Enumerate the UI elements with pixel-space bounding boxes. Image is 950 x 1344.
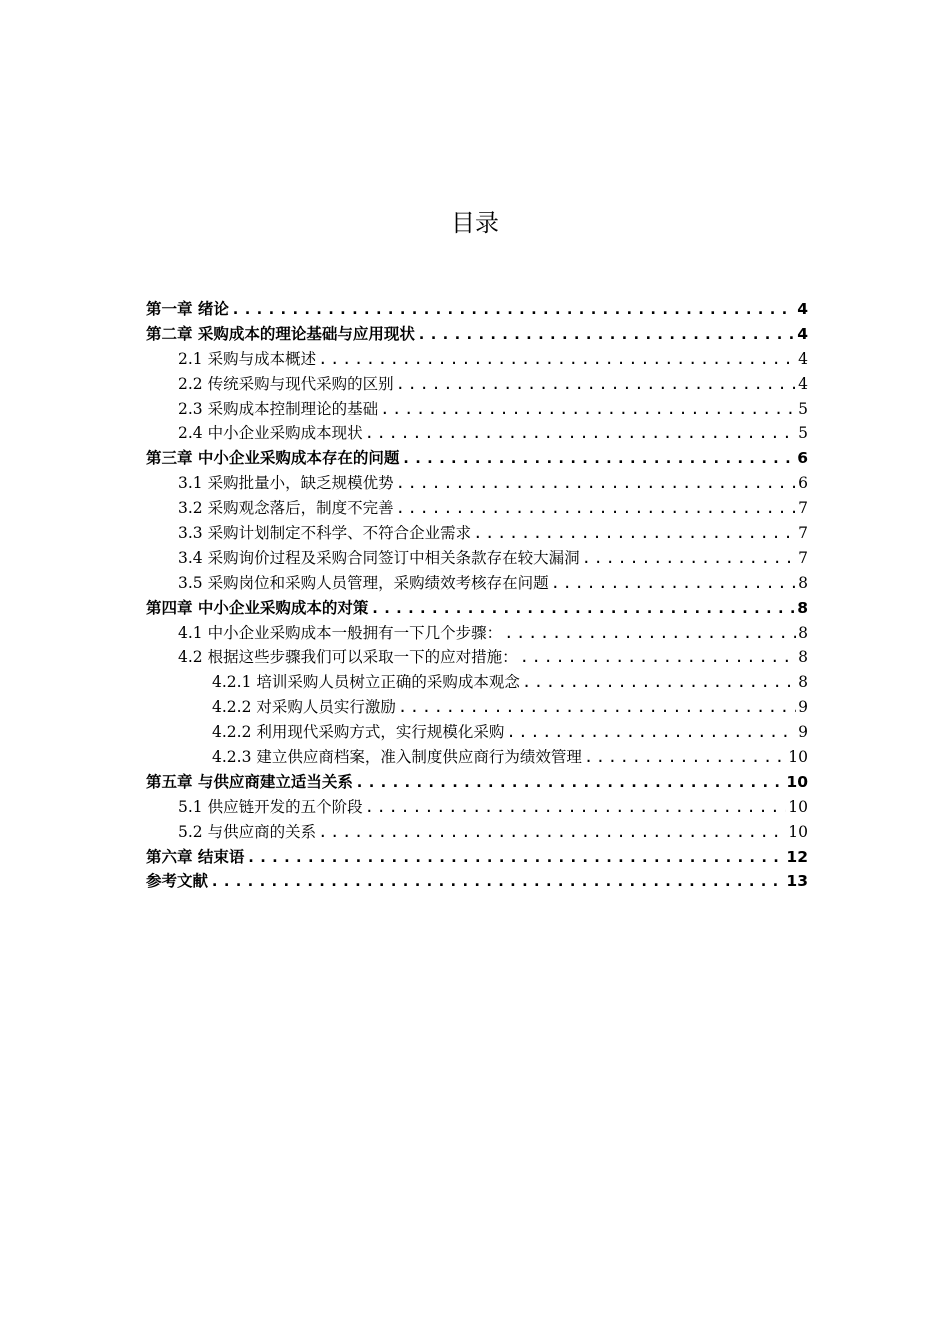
- toc-entry[interactable]: [146, 645, 808, 670]
- toc-leader-dots: [504, 621, 796, 646]
- toc-entry-text: 3.4 采购询价过程及采购合同签订中相关条款存在较大漏洞: [178, 548, 580, 567]
- toc-leader-dots: [365, 421, 797, 446]
- toc-entry[interactable]: [146, 471, 808, 496]
- toc-entry[interactable]: [146, 720, 808, 745]
- toc-entry[interactable]: [146, 869, 808, 894]
- toc-entry-text: 4.2 根据这些步骤我们可以采取一下的应对措施：: [178, 648, 518, 667]
- toc-entry[interactable]: [146, 496, 808, 521]
- toc-page-number: 10: [788, 748, 808, 767]
- toc-entry[interactable]: [146, 845, 808, 870]
- toc-page-number: 9: [798, 698, 808, 717]
- toc-entry[interactable]: [146, 820, 808, 845]
- toc-entry-text: 第三章 中小企业采购成本存在的问题: [146, 449, 400, 468]
- toc-entry-text: 4.1 中小企业采购成本一般拥有一下几个步骤：: [178, 623, 503, 642]
- toc-leader-dots: [370, 596, 795, 621]
- toc-leader-dots: [365, 795, 787, 820]
- toc-page-number: 10: [786, 772, 808, 791]
- toc-entry[interactable]: [146, 372, 808, 397]
- toc-leader-dots: [401, 446, 795, 471]
- toc-entry-text: 参考文献: [146, 872, 209, 891]
- toc-entry[interactable]: [146, 571, 808, 596]
- toc-entry-text: 3.1 采购批量小，缺乏规模优势: [178, 474, 394, 493]
- toc-entry[interactable]: [146, 695, 808, 720]
- toc-entry-text: 2.3 采购成本控制理论的基础: [178, 399, 379, 418]
- toc-leader-dots: [520, 645, 797, 670]
- toc-entry[interactable]: [146, 670, 808, 695]
- toc-page-number: 4: [797, 324, 808, 343]
- toc-entry-text: 第四章 中小企业采购成本的对策: [146, 598, 369, 617]
- table-of-contents: [146, 297, 808, 894]
- toc-page-number: 6: [798, 474, 808, 493]
- toc-entry[interactable]: [146, 596, 808, 621]
- toc-page-number: 4: [797, 300, 808, 318]
- toc-entry-text: 第二章 采购成本的理论基础与应用现状: [146, 324, 415, 343]
- toc-entry[interactable]: [146, 621, 808, 646]
- toc-entry[interactable]: [146, 546, 808, 571]
- toc-entry-text: 第五章 与供应商建立适当关系: [146, 772, 353, 791]
- toc-leader-dots: [398, 695, 796, 720]
- toc-leader-dots: [396, 372, 797, 397]
- toc-leader-dots: [396, 496, 797, 521]
- toc-leader-dots: [210, 869, 784, 894]
- toc-entry-text: 5.1 供应链开发的五个阶段: [178, 797, 363, 816]
- toc-entry-text: 3.3 采购计划制定不科学、不符合企业需求: [178, 524, 472, 543]
- toc-entry-text: 3.5 采购岗位和采购人员管理，采购绩效考核存在问题: [178, 573, 549, 592]
- toc-entry[interactable]: [146, 347, 808, 372]
- toc-page-number: 9: [798, 723, 808, 742]
- toc-page-number: 8: [798, 673, 808, 692]
- toc-entry[interactable]: [146, 795, 808, 820]
- toc-entry[interactable]: [146, 770, 808, 795]
- toc-entry-text: 4.2.2 对采购人员实行激励: [212, 698, 396, 717]
- toc-leader-dots: [506, 720, 796, 745]
- toc-entry-text: 4.2.1 培训采购人员树立正确的采购成本观念: [212, 673, 520, 692]
- toc-entry[interactable]: [146, 297, 808, 322]
- toc-page-number: 4: [798, 349, 808, 368]
- toc-page-number: 5: [798, 399, 808, 418]
- toc-leader-dots: [551, 571, 797, 596]
- toc-entry-text: 2.1 采购与成本概述: [178, 349, 317, 368]
- toc-entry-text: 2.2 传统采购与现代采购的区别: [178, 374, 394, 393]
- toc-page-number: 4: [798, 374, 808, 393]
- toc-entry-text: 第一章 绪论: [146, 300, 229, 318]
- toc-entry[interactable]: [146, 421, 808, 446]
- toc-leader-dots: [380, 397, 796, 422]
- toc-entry-text: 4.2.3 建立供应商档案，准入制度供应商行为绩效管理: [212, 748, 582, 767]
- toc-entry-text: 5.2 与供应商的关系: [178, 822, 317, 841]
- toc-page-number: 8: [798, 623, 808, 642]
- toc-leader-dots: [417, 322, 795, 347]
- toc-entry[interactable]: [146, 322, 808, 347]
- toc-page-number: 8: [798, 648, 808, 667]
- toc-page-number: 10: [788, 797, 808, 816]
- toc-leader-dots: [582, 546, 797, 571]
- toc-entry[interactable]: [146, 446, 808, 471]
- toc-page-number: 7: [798, 548, 808, 567]
- toc-leader-dots: [231, 297, 795, 322]
- toc-leader-dots: [246, 845, 784, 870]
- toc-page-number: 12: [786, 847, 808, 866]
- toc-leader-dots: [318, 347, 796, 372]
- toc-page-number: 13: [786, 872, 808, 891]
- toc-entry-text: 第六章 结束语: [146, 847, 245, 866]
- toc-entry-text: 4.2.2 利用现代采购方式，实行规模化采购: [212, 723, 505, 742]
- toc-leader-dots: [396, 471, 797, 496]
- toc-page-number: 8: [798, 573, 808, 592]
- toc-entry[interactable]: [146, 521, 808, 546]
- toc-leader-dots: [522, 670, 796, 695]
- toc-page-number: 5: [798, 424, 808, 443]
- toc-page-number: 6: [797, 449, 808, 468]
- toc-title: 目录: [451, 209, 499, 237]
- toc-page-number: 7: [798, 524, 808, 543]
- toc-page-number: 10: [788, 822, 808, 841]
- toc-page-number: 7: [798, 499, 808, 518]
- toc-leader-dots: [473, 521, 796, 546]
- toc-entry-text: 3.2 采购观念落后，制度不完善: [178, 499, 394, 518]
- toc-leader-dots: [318, 820, 786, 845]
- toc-entry[interactable]: [146, 397, 808, 422]
- toc-leader-dots: [355, 770, 785, 795]
- toc-entry[interactable]: [146, 745, 808, 770]
- toc-leader-dots: [584, 745, 786, 770]
- toc-entry-text: 2.4 中小企业采购成本现状: [178, 424, 363, 443]
- toc-page-number: 8: [797, 598, 808, 617]
